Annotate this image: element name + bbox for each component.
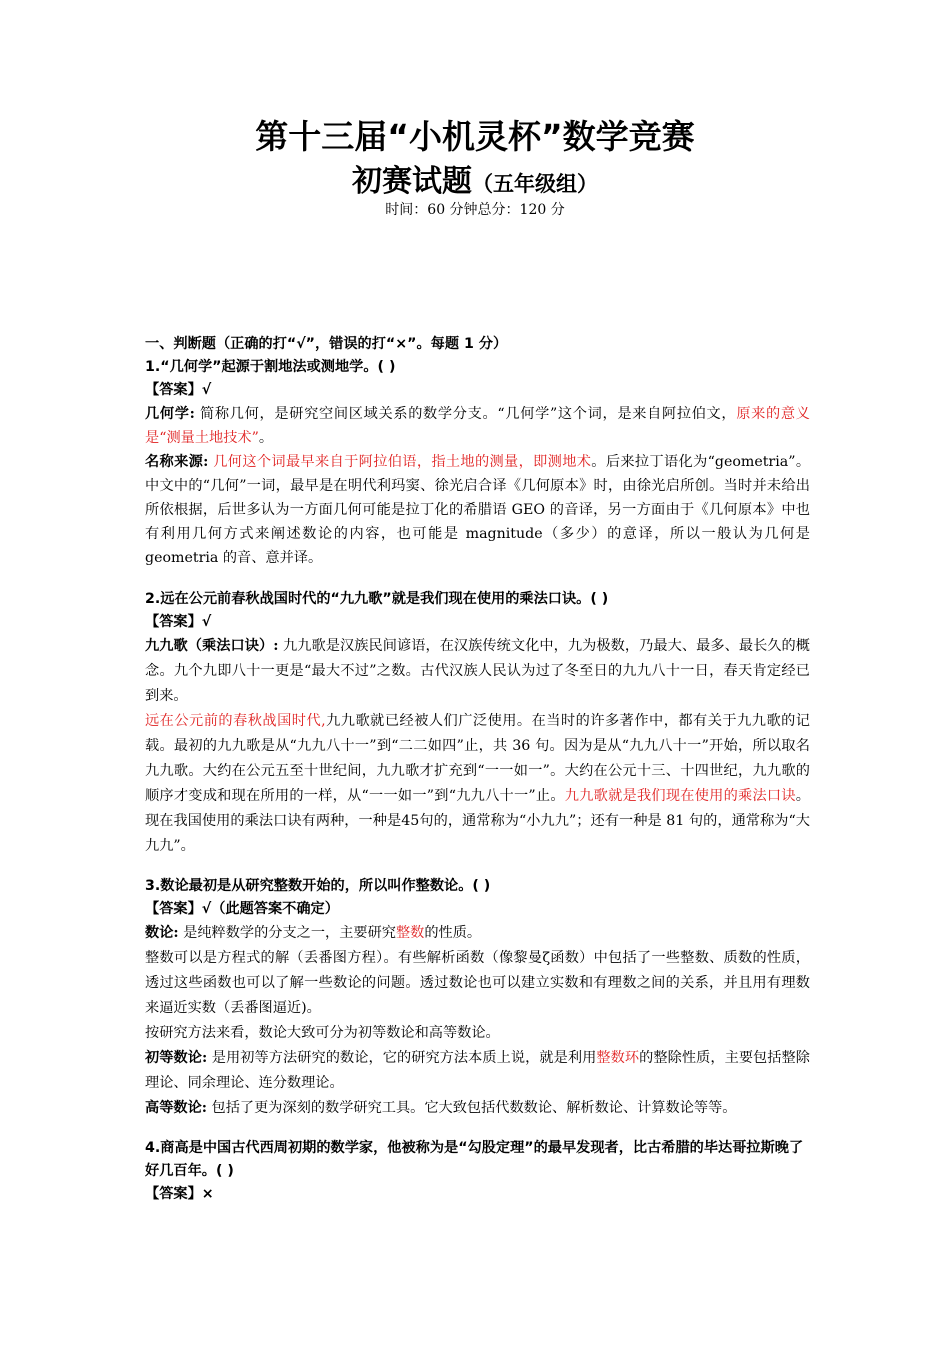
q1-paragraph-1 bbox=[145, 402, 810, 450]
q2-paragraph-2 bbox=[145, 709, 810, 859]
answer-3: 【答案】√（此题答案不确定） bbox=[145, 901, 339, 917]
q3-paragraph-5 bbox=[145, 1096, 810, 1121]
q1-paragraph-2 bbox=[145, 450, 810, 570]
q1-p2-label: 名称来源: bbox=[145, 454, 209, 470]
q3-p1-end: 的性质。 bbox=[424, 925, 482, 941]
q1-p2-text: 。后来拉丁语化为“geometria”。中文中的“几何”一词，最早是在明代利玛窦、徐光启合译《几何原本》时，由徐光启所创。当时并未给出所依根据，后世多认为一方面几何可能是拉丁化的希腊语 GEO 的音译，另一方面由于《几何原本》中也有利用几何方式来阐述数论的内容，也可能是 magnitude（多少）的意译，所以一般认为几何是 geometria 的音、意并译。 bbox=[145, 454, 811, 566]
q3-paragraph-4 bbox=[145, 1046, 810, 1096]
q3-p1-label: 数论: bbox=[145, 925, 179, 941]
q1-p1-label: 几何学: bbox=[145, 406, 195, 422]
q2-p1-label: 九九歌（乘法口诀）: bbox=[145, 638, 279, 654]
q1-p1-end: 。 bbox=[258, 430, 274, 446]
q3-p5-label: 高等数论: bbox=[145, 1100, 207, 1116]
answer-2: 【答案】√ bbox=[145, 614, 212, 630]
q2-p2-red2: 九九歌就是我们现在使用的乘法口诀 bbox=[564, 788, 796, 804]
section-heading: 一、判断题（正确的打“√”，错误的打“×”。每题 1 分） bbox=[145, 336, 508, 352]
q1-p1-text: 简称几何，是研究空间区域关系的数学分支。“几何学”这个词，是来自阿拉伯文， bbox=[194, 406, 737, 422]
answer-4: 【答案】× bbox=[145, 1186, 214, 1202]
q3-p1-red: 整数 bbox=[395, 925, 425, 941]
q3-p4-text: 是用初等方法研究的数论，它的研究方法本质上说，就是利用 bbox=[207, 1050, 597, 1066]
question-2: 2.远在公元前春秋战国时代的“九九歌”就是我们现在使用的乘法口诀。( ) bbox=[145, 591, 609, 607]
document-title: 第十三届“小机灵杯”数学竞赛 bbox=[255, 117, 695, 156]
spacer bbox=[145, 570, 810, 588]
question-3: 3.数论最初是从研究整数开始的，所以叫作整数论。( ) bbox=[145, 878, 491, 894]
q3-paragraph-3: 按研究方法来看，数论大致可分为初等数论和高等数论。 bbox=[145, 1025, 500, 1041]
q3-p4-label: 初等数论: bbox=[145, 1050, 208, 1066]
question-4: 4.商高是中国古代西周初期的数学家，他被称为是“勾股定理”的最早发现者，比古希腊的毕达哥拉斯晚了好几百年。( ) bbox=[145, 1140, 804, 1179]
subtitle-group: （五年级组） bbox=[472, 172, 598, 196]
q2-p2-end: 。现在我国使用的乘法口诀有两种，一种是45句的，通常称为“小九九”；还有一种是 81 句的，通常称为“大九九”。 bbox=[145, 788, 810, 854]
spacer bbox=[145, 1121, 810, 1137]
subtitle-main: 初赛试题 bbox=[352, 164, 472, 199]
question-1: 1.“几何学”起源于割地法或测地学。( ) bbox=[145, 359, 396, 375]
q3-paragraph-1 bbox=[145, 921, 810, 946]
q2-p2-text: 九九歌就已经被人们广泛使用。在当时的许多著作中，都有关于九九歌的记载。最初的九九歌是从“九九八十一”到“二二如四”止，共 36 句。因为是从“九九八十一”开始，所以取名九九歌。大约在公元五至十世纪间，九九歌才扩充到“一一如一”。大约在公元十三、十四世纪，九九歌的顺序才变成和现在所用的一样，从“一一如一”到“九九八十一”止。 bbox=[145, 713, 810, 804]
q3-p5-text: 包括了更为深刻的数学研究工具。它大致包括代数数论、解析数论、计算数论等等。 bbox=[207, 1100, 737, 1116]
q2-paragraph-1 bbox=[145, 634, 810, 709]
q2-p1-text: 九九歌是汉族民间谚语，在汉族传统文化中，九为极数，乃最大、最多、最长久的概念。九个九即八十一更是“最大不过”之数。古代汉族人民认为过了冬至日的九九八十一日，春天肯定经已到来。 bbox=[145, 638, 810, 704]
q3-p1-text: 是纯粹数学的分支之一，主要研究 bbox=[178, 925, 396, 941]
spacer bbox=[145, 859, 810, 875]
time-info: 时间：60 分钟总分：120 分 bbox=[385, 202, 565, 218]
q1-p2-red: 几何这个词最早来自于阿拉伯语，指土地的测量，即测地术 bbox=[208, 454, 592, 470]
q3-paragraph-2: 整数可以是方程式的解（丢番图方程）。有些解析函数（像黎曼ζ函数）中包括了一些整数、质数的性质，透过这些函数也可以了解一些数论的问题。透过数论也可以建立实数和有理数之间的关系，并且用有理数来逼近实数（丢番图逼近)。 bbox=[145, 950, 810, 1016]
q3-p4-end: 的整除性质，主要包括整除理论、同余理论、连分数理论。 bbox=[145, 1050, 810, 1091]
q3-p4-red: 整数环 bbox=[596, 1050, 640, 1066]
q1-p1-red: 原来的意义是“测量土地技术” bbox=[145, 406, 810, 446]
q2-p2-red: 远在公元前的春秋战国时代, bbox=[145, 713, 326, 729]
answer-1: 【答案】√ bbox=[145, 382, 212, 398]
document-body bbox=[145, 333, 810, 1206]
